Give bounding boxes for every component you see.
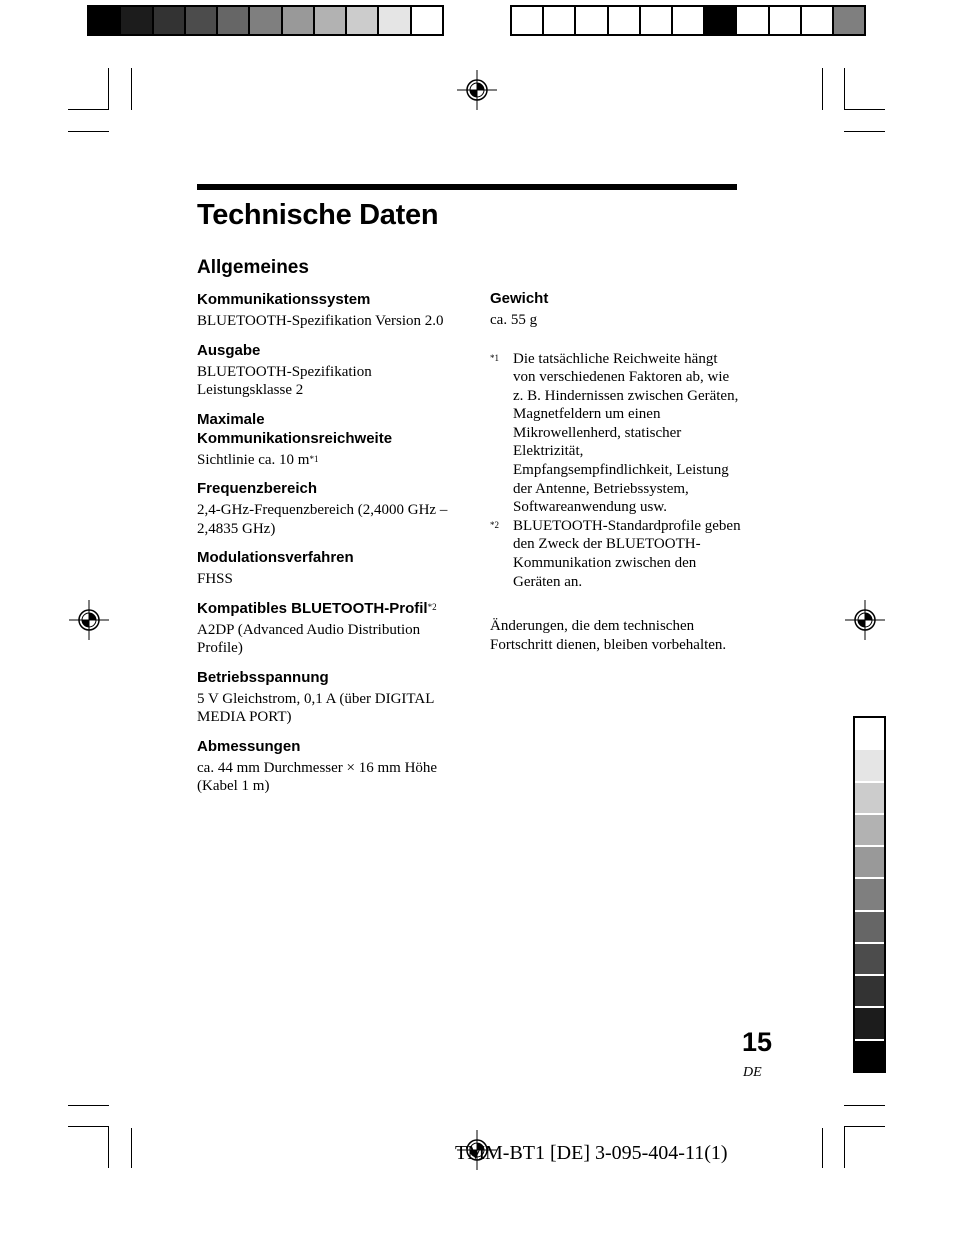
page-title: Technische Daten [197, 199, 439, 231]
color-swatch [641, 7, 673, 34]
crop-mark [844, 1126, 845, 1168]
color-swatch [855, 976, 884, 1008]
footnote-marker: *2 [490, 519, 499, 530]
color-swatch [121, 7, 153, 34]
color-swatch [855, 944, 884, 976]
document-footer: TMM-BT1 [DE] 3-095-404-11(1) [455, 1142, 728, 1164]
spec-column-right [490, 289, 745, 665]
title-rule [197, 184, 737, 190]
registration-target-icon [457, 70, 497, 110]
crop-mark [844, 68, 845, 110]
section-heading: Allgemeines [197, 257, 309, 278]
spec-heading: Maximale Kommunikationsreichweite [197, 410, 393, 447]
color-calibration-bar-left [87, 5, 444, 36]
color-swatch [283, 7, 315, 34]
crop-mark [68, 109, 109, 110]
color-swatch [609, 7, 641, 34]
color-swatch [544, 7, 576, 34]
color-swatch [855, 912, 884, 944]
color-swatch [855, 1008, 884, 1040]
color-swatch [855, 815, 884, 847]
crop-mark [68, 131, 109, 132]
color-swatch [379, 7, 411, 34]
color-swatch [412, 7, 442, 34]
spec-heading: Ausgabe [197, 341, 261, 359]
registration-target-icon [845, 600, 885, 640]
crop-mark [68, 1126, 109, 1127]
footnote-text: BLUETOOTH-Standardprofile geben den Zweck der BLUETOOTH-Kommunikation zwischen den Geräten an. [513, 517, 741, 590]
color-swatch [576, 7, 608, 34]
spec-heading: Kompatibles BLUETOOTH-Profil$^{*2}$ [197, 599, 437, 617]
crop-mark [844, 131, 885, 132]
color-swatch [770, 7, 802, 34]
color-swatch [855, 783, 884, 815]
color-swatch [250, 7, 282, 34]
footnote [490, 350, 745, 517]
page-number: 15 [742, 1027, 773, 1057]
color-swatch [89, 7, 121, 34]
color-swatch [834, 7, 864, 34]
spec-value: BLUETOOTH-Spezifikation Version 2.0 [197, 313, 444, 329]
color-swatch [673, 7, 705, 34]
color-swatch [855, 1041, 884, 1071]
spec-value: A2DP (Advanced Audio Distribution Profile) [197, 621, 421, 656]
color-swatch [186, 7, 218, 34]
crop-mark [822, 1128, 823, 1168]
color-swatch [737, 7, 769, 34]
color-swatch [347, 7, 379, 34]
registration-target-icon [69, 600, 109, 640]
footnote-marker: *2 [427, 601, 437, 612]
spec-value: ca. 44 mm Durchmesser × 16 mm Höhe (Kabel 1 m) [197, 759, 438, 794]
crop-mark [108, 1126, 109, 1168]
footnotes [490, 350, 745, 592]
color-swatch [705, 7, 737, 34]
change-notice: Änderungen, die dem technischen Fortschritt dienen, bleiben vorbehalten. [490, 618, 727, 654]
spec-value: BLUETOOTH-Spezifikation Leistungsklasse 2 [197, 363, 372, 398]
spec-heading: Gewicht [490, 290, 549, 307]
color-swatch [512, 7, 544, 34]
crop-mark [131, 1128, 132, 1168]
color-swatch [855, 879, 884, 911]
footnote-marker: *1 [490, 352, 499, 363]
color-swatch [855, 847, 884, 879]
color-swatch [315, 7, 347, 34]
crop-mark [844, 109, 885, 110]
color-calibration-bar-right [510, 5, 866, 36]
spec-value: 2,4-GHz-Frequenzbereich (2,4000 GHz – 2,4835 GHz) [197, 502, 448, 537]
footnote-marker: *1 [309, 453, 319, 464]
crop-mark [822, 68, 823, 110]
spec-value: Sichtlinie ca. 10 $m^{*1}$ [197, 451, 319, 468]
crop-mark [844, 1105, 885, 1106]
color-swatch [218, 7, 250, 34]
spec-heading: Abmessungen [197, 737, 301, 755]
crop-mark [68, 1105, 109, 1106]
spec-heading: Frequenzbereich [197, 480, 318, 497]
spec-value: FHSS [197, 571, 233, 587]
spec-heading: Modulationsverfahren [197, 549, 354, 566]
color-swatch [802, 7, 834, 34]
spec-value: 5 V Gleichstrom, 0,1 A (über DIGITAL MEDIA PORT) [197, 690, 434, 725]
footnote-text: Die tatsächliche Reichweite hängt von verschiedenen Faktoren ab, wie z. B. Hindernissen zwischen Geräten, Magnetfeldern um einen Mikrowellenherd, statischer Elektrizität, Empfangsempfindlichkeit, Leistung der Antenne, Betriebssystem, Softwareanwendung usw. [513, 350, 739, 516]
footnote [490, 517, 745, 591]
grayscale-tab-bar [853, 716, 886, 1073]
spec-heading: Betriebsspannung [197, 668, 329, 686]
crop-mark [131, 68, 132, 110]
color-swatch [154, 7, 186, 34]
language-code: DE [743, 1065, 762, 1080]
spec-heading: Kommunikationssystem [197, 291, 371, 308]
crop-mark [844, 1126, 885, 1127]
color-swatch [855, 750, 884, 782]
spec-value: ca. 55 g [490, 312, 538, 328]
spec-column-left [197, 290, 452, 806]
crop-mark [108, 68, 109, 110]
color-swatch [855, 718, 884, 750]
